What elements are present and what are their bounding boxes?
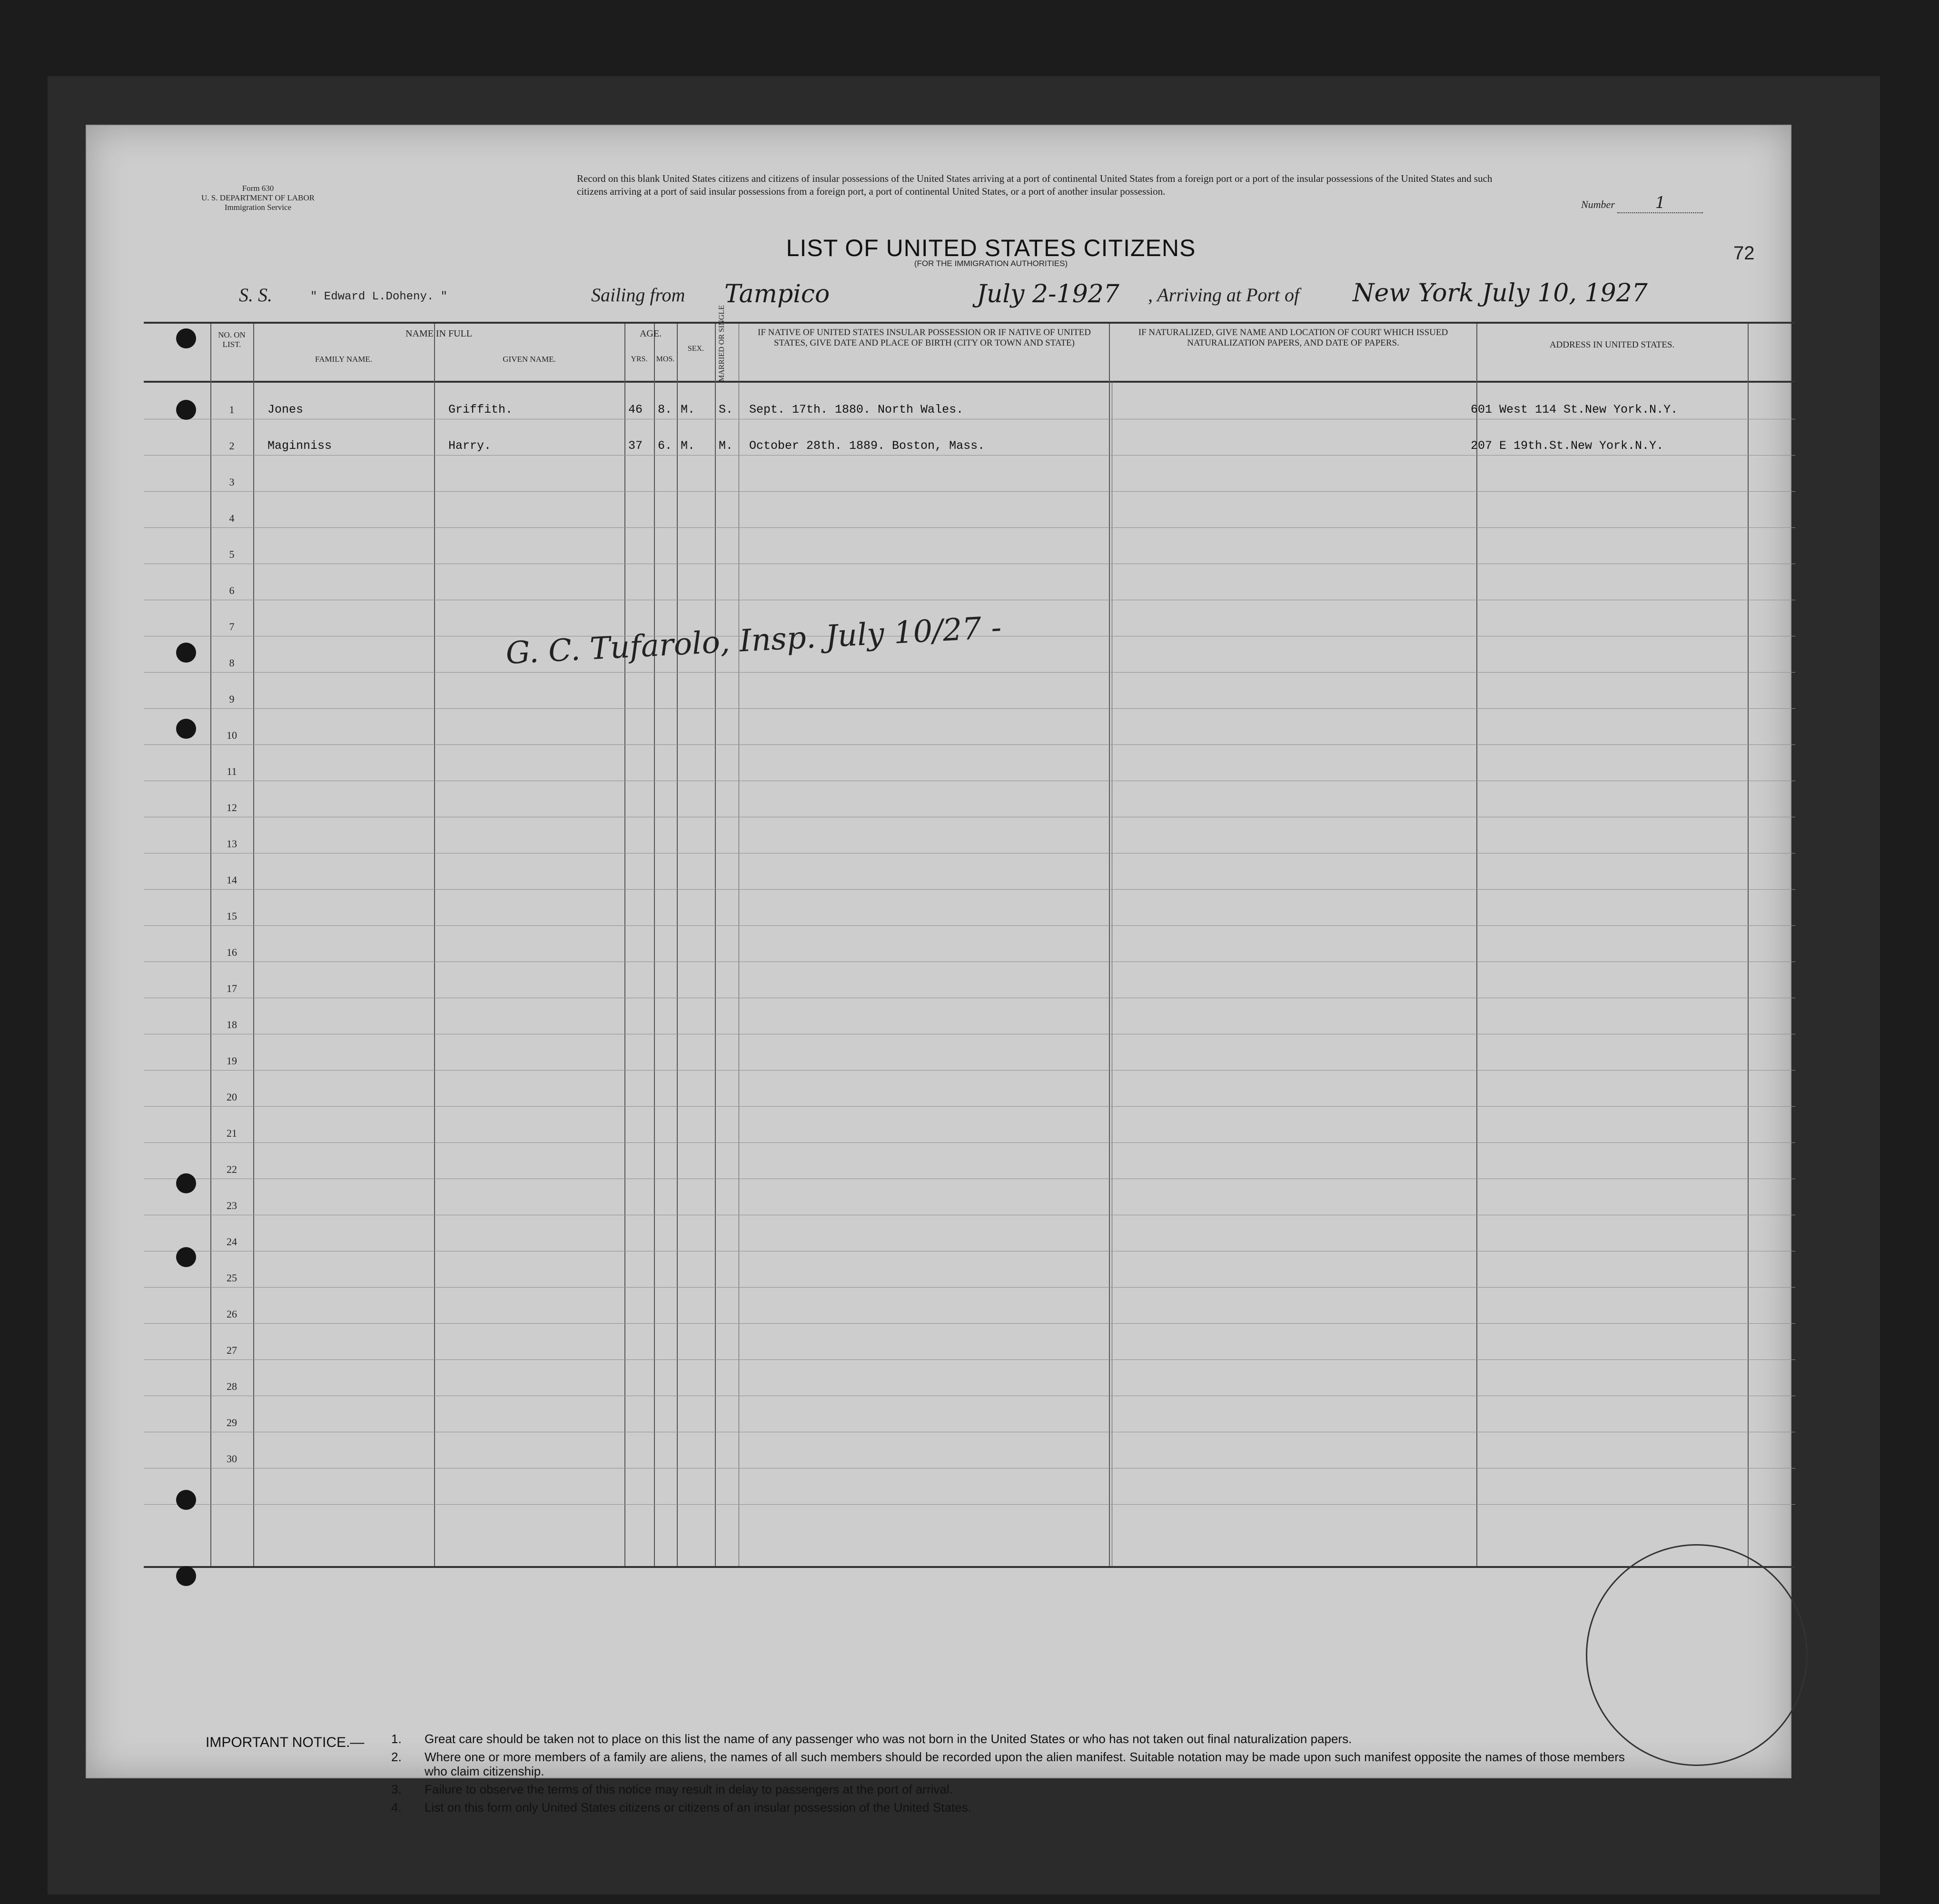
notice-title: IMPORTANT NOTICE.— [206, 1735, 365, 1750]
entry-address: 207 E 19th.St.New York.N.Y. [1471, 439, 1664, 453]
notice-item [391, 1750, 1629, 1778]
service: Immigration Service [224, 203, 292, 212]
row-number: 15 [227, 910, 237, 922]
row-number: 4 [229, 512, 235, 524]
row-number: 11 [227, 765, 237, 777]
row-rule [144, 1504, 1795, 1505]
entry-age-yrs: 46 [628, 403, 643, 416]
sailing-from-label: Sailing from [591, 284, 685, 306]
sailing-date: July 2-1927 [977, 280, 1119, 308]
row-number: 26 [227, 1308, 237, 1320]
number-value: 1 [1617, 193, 1703, 213]
notice-item-text: Failure to observe the terms of this notice may result in delay to passengers at the port of arrival. [425, 1782, 953, 1796]
row-rule [144, 1070, 1795, 1071]
arriving-label: , Arriving at Port of [1148, 284, 1300, 306]
entry-marital: S. [719, 403, 733, 416]
binder-hole [176, 1490, 196, 1510]
page-title: LIST OF UNITED STATES CITIZENS [786, 235, 1196, 261]
binder-hole [176, 1173, 196, 1193]
arrival-port-date: New York July 10, 1927 [1353, 279, 1648, 307]
notice-item [391, 1800, 1629, 1815]
notice-list [391, 1732, 1629, 1818]
col-rule [210, 324, 211, 1566]
col-name-in-full: NAME IN FULL [406, 328, 472, 339]
row-number: 7 [229, 621, 235, 633]
row-rule [144, 491, 1795, 492]
entry-sex: M. [681, 403, 695, 416]
header-divider [144, 381, 1795, 383]
voyage-line [87, 279, 1791, 312]
entry-birth: October 28th. 1889. Boston, Mass. [749, 439, 985, 453]
page-subtitle: (FOR THE IMMIGRATION AUTHORITIES) [914, 259, 1068, 268]
entry-address: 601 West 114 St.New York.N.Y. [1471, 403, 1678, 416]
row-number: 29 [227, 1417, 237, 1428]
entry-given-name: Harry. [448, 439, 492, 453]
row-number: 10 [227, 729, 237, 741]
notice-item-text: Great care should be taken not to place on this list the name of any passenger who was not born in the United States or who has not taken out final naturalization papers. [425, 1732, 1352, 1746]
row-number: 24 [227, 1236, 237, 1248]
col-rule [1109, 324, 1110, 1566]
form-number: Form 630 [242, 184, 274, 193]
col-rule [654, 324, 655, 1566]
page-number: 72 [1733, 243, 1755, 264]
row-number: 16 [227, 946, 237, 958]
row-number: 23 [227, 1200, 237, 1211]
record-note: Record on this blank United States citizens and citizens of insular possessions of the United States arriving at a port of continental United States from a foreign port or a port of the insular possessions of the United States and such citizens arriving at a port of said insular possessions from a foreign port, a port of continental United States, or a port of another insular possession. [577, 173, 1493, 197]
col-rule [434, 324, 435, 1566]
ss-label: S. S. [239, 284, 272, 306]
binder-hole [176, 719, 196, 739]
row-number: 5 [229, 548, 235, 560]
notice-item [391, 1732, 1629, 1746]
inspector-signature: G. C. Tufarolo, Insp. July 10/27 - [505, 610, 1002, 672]
row-rule [144, 889, 1795, 890]
col-rule [253, 324, 254, 1566]
row-number: 21 [227, 1127, 237, 1139]
row-number: 6 [229, 585, 235, 596]
form-id [187, 184, 329, 212]
row-rule [144, 1323, 1795, 1324]
entry-given-name: Griffith. [448, 403, 513, 416]
row-number: 17 [227, 982, 237, 994]
notice-item-number: 3. [391, 1782, 402, 1796]
citizens-table [144, 305, 1795, 1568]
row-number: 9 [229, 693, 235, 705]
col-rule [1476, 324, 1477, 1566]
list-number [1581, 193, 1703, 213]
col-address: ADDRESS IN UNITED STATES. [1549, 340, 1675, 350]
entry-age-mos: 8. [658, 403, 673, 416]
row-number: 28 [227, 1380, 237, 1392]
row-number: 30 [227, 1453, 237, 1465]
binder-hole [176, 400, 196, 420]
col-married-or-single: MARRIED OR SINGLE [718, 305, 726, 382]
entry-birth: Sept. 17th. 1880. North Wales. [749, 403, 964, 416]
row-number: 1 [229, 404, 235, 416]
notice-item-number: 1. [391, 1732, 402, 1746]
manifest-page [86, 125, 1791, 1815]
binder-hole [176, 1566, 196, 1586]
entry-age-mos: 6. [658, 439, 673, 453]
row-number: 25 [227, 1272, 237, 1284]
entry-family-name: Jones [267, 403, 304, 416]
col-family-name: FAMILY NAME. [315, 355, 373, 364]
row-rule [144, 527, 1795, 528]
col-rule [677, 324, 678, 1566]
row-rule [144, 672, 1795, 673]
row-number: 3 [229, 476, 235, 488]
row-rule [144, 1142, 1795, 1143]
col-naturalized: IF NATURALIZED, GIVE NAME AND LOCATION OF COURT WHICH ISSUED NATURALIZATION PAPERS, AND DATE OF PAPERS. [1138, 327, 1448, 348]
row-number: 18 [227, 1019, 237, 1031]
row-rule [144, 455, 1795, 456]
row-number: 12 [227, 802, 237, 813]
row-rule [144, 1287, 1795, 1288]
entry-family-name: Maginniss [267, 439, 332, 453]
notice-item-text: Where one or more members of a family are aliens, the names of all such members should be recorded upon the alien manifest. Suitable notation may be made upon such manifest opposite the names of those members who claim citizenship. [425, 1750, 1625, 1778]
row-number: 2 [229, 440, 235, 452]
col-age: AGE. [639, 328, 662, 339]
col-rule [624, 324, 625, 1566]
notice-item-number: 4. [391, 1800, 402, 1815]
row-number: 27 [227, 1344, 237, 1356]
number-label: Number [1581, 198, 1615, 210]
binder-hole [176, 328, 196, 348]
row-rule [144, 708, 1795, 709]
col-sex: SEX. [687, 345, 704, 353]
col-yrs: YRS. [631, 355, 648, 363]
sailing-from-port: Tampico [724, 280, 830, 308]
row-rule [144, 1106, 1795, 1107]
col-given-name: GIVEN NAME. [503, 355, 556, 364]
entry-age-yrs: 37 [628, 439, 643, 453]
notice-item-text: List on this form only United States citizens or citizens of an insular possession of the United States. [425, 1800, 971, 1815]
entry-sex: M. [681, 439, 695, 453]
row-number: 19 [227, 1055, 237, 1067]
row-number: 8 [229, 657, 235, 669]
col-rule [715, 324, 716, 1566]
entry-marital: M. [719, 439, 733, 453]
col-native-place: IF NATIVE OF UNITED STATES INSULAR POSSESSION OR IF NATIVE OF UNITED STATES, GIVE DATE AND PLACE OF BIRTH (CITY OR TOWN AND STATE) [758, 327, 1091, 348]
row-number: 14 [227, 874, 237, 886]
col-no-on-list: NO. ON LIST. [218, 330, 246, 349]
row-number: 13 [227, 838, 237, 850]
ship-name: " Edward L.Doheny. " [310, 290, 448, 303]
department: U. S. DEPARTMENT OF LABOR [201, 193, 315, 202]
row-rule [144, 925, 1795, 926]
col-rule [1748, 324, 1749, 1566]
col-mos: MOS. [656, 355, 675, 363]
binder-hole [176, 1247, 196, 1267]
row-number: 22 [227, 1163, 237, 1175]
row-rule [144, 1359, 1795, 1360]
row-number: 20 [227, 1091, 237, 1103]
binder-hole [176, 643, 196, 663]
notice-item-number: 2. [391, 1750, 402, 1764]
notice-item [391, 1782, 1629, 1796]
row-rule [144, 744, 1795, 745]
